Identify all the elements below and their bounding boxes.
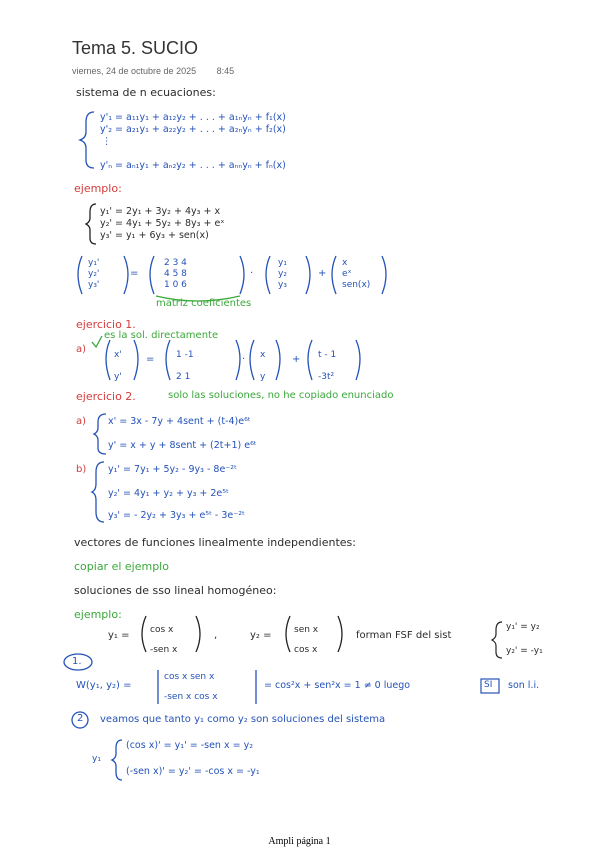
- ej1-plus: +: [292, 354, 301, 365]
- ej1-vec-left: x' y': [114, 350, 122, 382]
- page-footer: Ampli página 1: [268, 836, 331, 847]
- y1-check-label: y₁: [92, 754, 101, 764]
- step-1-marker: 1.: [72, 656, 82, 667]
- page-date: viernes, 24 de octubre de 2025: [72, 66, 197, 76]
- y2-vector: sen x cos x: [294, 625, 319, 655]
- veamos-text: veamos que tanto y₁ como y₂ son soluciones del sistema: [100, 714, 386, 725]
- ej1-matrix: 1 -1 2 1: [176, 350, 194, 382]
- det-row-1: cos x sen x: [164, 672, 215, 682]
- plus-sign: +: [318, 268, 327, 279]
- system-eq-2: y'₂ = a₂₁y₁ + a₂₂y₂ + . . . + a₂ₙyₙ + f₂(x): [100, 124, 286, 135]
- ej2-b-label: b): [76, 464, 87, 475]
- ej1-equals: =: [146, 354, 155, 365]
- comma: ,: [214, 630, 218, 641]
- ejemplo-eq-1: y₁' = 2y₁ + 3y₂ + 4y₃ + x: [100, 206, 221, 217]
- system-eq-dots: ⋮: [102, 136, 112, 147]
- det-row-2: -sen x cos x: [164, 692, 218, 702]
- si-boxed: SI: [484, 680, 493, 690]
- ej1-a-label: a): [76, 344, 87, 355]
- ejercicio-1-heading: ejercicio 1.: [76, 318, 136, 331]
- vector-f: x eˣ sen(x): [342, 258, 371, 290]
- vector-y: y₁ y₂ y₃: [278, 258, 287, 290]
- dot-product: ·: [250, 268, 254, 279]
- ejemplo-heading-2: ejemplo:: [74, 608, 122, 621]
- page-title: Tema 5. SUCIO: [72, 38, 199, 58]
- y2-def: y₂ =: [250, 630, 272, 641]
- matriz-label: matriz coeficientes: [156, 298, 252, 309]
- es-la-sol-note: es la sol. directamente: [104, 330, 219, 341]
- sist-eq-1: y₁' = y₂: [506, 622, 540, 632]
- ej2-a-eq-2: y' = x + y + 8sent + (2t+1) e⁶ᵗ: [108, 440, 257, 451]
- vector-derivatives: y₁' y₂' y₃': [88, 258, 100, 290]
- soluciones-heading: soluciones de sso lineal homogéneo:: [74, 584, 277, 597]
- ejemplo-eq-2: y₂' = 4y₁ + 5y₂ + 8y₃ + eˣ: [100, 218, 225, 229]
- sist-eq-2: y₂' = -y₁: [506, 646, 543, 656]
- vectores-heading: vectores de funciones linealmente independientes:: [74, 536, 356, 549]
- ej1-vec-f: t - 1 -3t²: [318, 350, 337, 382]
- y1-def: y₁ =: [108, 630, 130, 641]
- son-li-text: son l.i.: [508, 680, 540, 691]
- system-eq-1: y'₁ = a₁₁y₁ + a₁₂y₂ + . . . + a₁ₙyₙ + f₁(x): [100, 112, 286, 123]
- ej2-b-eq-3: y₃' = - 2y₂ + 3y₃ + e⁵ᵗ - 3e⁻²ᵗ: [108, 510, 245, 521]
- page-time: 8:45: [216, 66, 235, 76]
- ej1-vec-right: x y: [260, 350, 266, 382]
- ejercicio-2-note: solo las soluciones, no he copiado enunciado: [168, 390, 394, 401]
- equals-sign: =: [130, 268, 139, 279]
- ejemplo-heading-1: ejemplo:: [74, 182, 122, 195]
- ej2-b-eq-1: y₁' = 7y₁ + 5y₂ - 9y₃ - 8e⁻²ᵗ: [108, 464, 237, 475]
- copiar-note: copiar el ejemplo: [74, 560, 169, 573]
- y1-check-1: (cos x)' = y₁' = -sen x = y₂: [126, 740, 254, 751]
- wronskian-label: W(y₁, y₂) =: [76, 680, 132, 691]
- coefficient-matrix: 2 3 4 4 5 8 1 0 6: [164, 258, 187, 290]
- ej1-dot: ·: [242, 354, 246, 365]
- step-2-marker: 2: [77, 713, 84, 724]
- ej2-a-label: a): [76, 416, 87, 427]
- ejemplo-eq-3: y₃' = y₁ + 6y₃ + sen(x): [100, 230, 209, 241]
- ej2-a-eq-1: x' = 3x - 7y + 4sent + (t-4)e⁶ᵗ: [108, 416, 251, 427]
- system-eq-n: y'ₙ = aₙ₁y₁ + aₙ₂y₂ + . . . + aₙₙyₙ + fₙ(x): [100, 160, 286, 171]
- forman-text: forman FSF del sist: [356, 630, 452, 641]
- wronskian-result: = cos²x + sen²x = 1 ≠ 0 luego: [264, 680, 411, 691]
- ejercicio-2-heading: ejercicio 2.: [76, 390, 136, 403]
- y1-vector: cos x -sen x: [150, 625, 178, 655]
- heading-system: sistema de n ecuaciones:: [76, 86, 216, 99]
- y1-check-2: (-sen x)' = y₂' = -cos x = -y₁: [126, 766, 260, 777]
- ej2-b-eq-2: y₂' = 4y₁ + y₂ + y₃ + 2e⁵ᵗ: [108, 488, 229, 499]
